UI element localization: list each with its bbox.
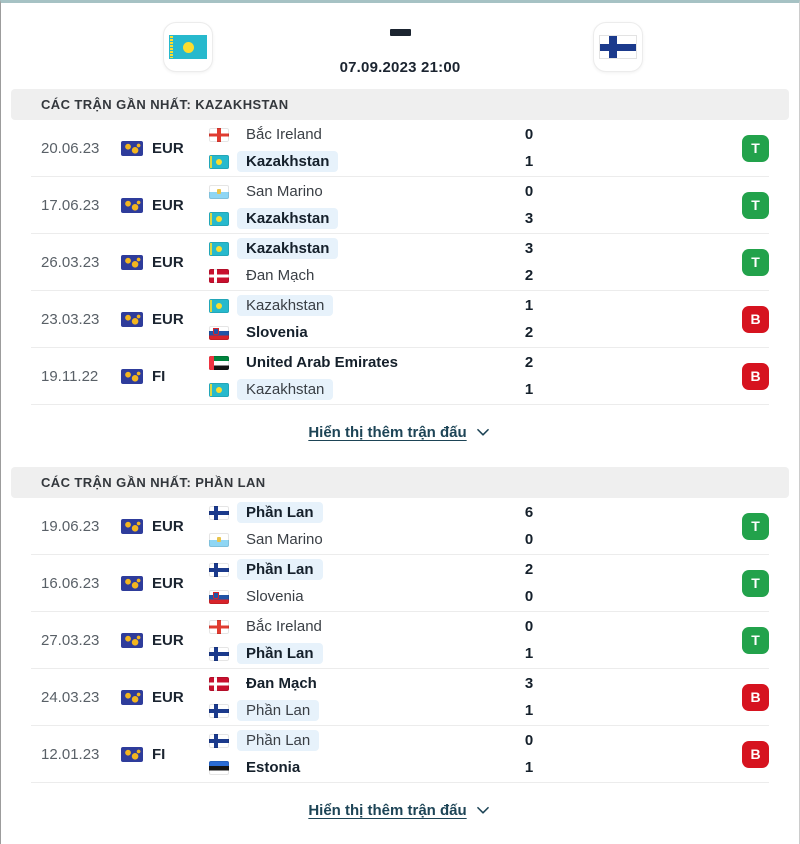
team-name: Kazakhstan	[237, 238, 338, 259]
team-row[interactable]	[209, 499, 723, 526]
world-map-icon	[121, 519, 143, 534]
team-row[interactable]	[209, 697, 723, 724]
team-score: 0	[524, 183, 534, 200]
match-date: 26.03.23	[41, 253, 100, 271]
result-badge: T	[742, 249, 769, 276]
team-name: Phần Lan	[237, 700, 319, 721]
world-map-icon	[121, 576, 143, 591]
competition	[121, 746, 209, 763]
match-header	[1, 3, 799, 89]
san-marino-flag-icon	[209, 533, 229, 547]
team-row[interactable]	[209, 727, 723, 754]
team-name: Phần Lan	[237, 502, 323, 523]
match-date: 19.11.22	[41, 367, 99, 385]
team-name: Phần Lan	[237, 643, 323, 664]
team-name: Slovenia	[246, 324, 308, 341]
teams	[209, 235, 723, 289]
result-cell	[723, 249, 769, 276]
team-row[interactable]	[209, 121, 723, 148]
result-cell	[723, 684, 769, 711]
show-more-row	[1, 405, 799, 459]
team-row[interactable]	[209, 319, 723, 346]
result-cell	[723, 570, 769, 597]
match-row[interactable]	[31, 234, 769, 291]
world-map-icon	[121, 633, 143, 648]
section-title: CÁC TRẬN GẦN NHẤT: KAZAKHSTAN	[11, 89, 789, 120]
team-score: 2	[524, 561, 534, 578]
team-score: 2	[524, 324, 534, 341]
team-name: Kazakhstan	[237, 295, 333, 316]
teams	[209, 292, 723, 346]
match-date: 17.06.23	[41, 196, 100, 214]
team-name: Phần Lan	[237, 730, 319, 751]
result-cell	[723, 192, 769, 219]
section-title: CÁC TRẬN GẦN NHẤT: PHẦN LAN	[11, 467, 789, 498]
team-score: 0	[524, 618, 534, 635]
chevron-down-icon	[474, 423, 492, 441]
uae-flag-icon	[209, 356, 229, 370]
competition-label: EUR	[152, 253, 184, 271]
competition-label: FI	[152, 745, 166, 763]
kazakhstan-flag-icon	[209, 212, 229, 226]
match-meta	[1, 3, 799, 76]
result-cell	[723, 306, 769, 333]
team-score: 1	[524, 153, 534, 170]
team-row[interactable]	[209, 526, 723, 553]
team-row[interactable]	[209, 583, 723, 610]
team-row[interactable]	[209, 178, 723, 205]
world-map-icon	[121, 141, 143, 156]
kazakhstan-flag-icon	[209, 383, 229, 397]
team-name: Kazakhstan	[237, 208, 338, 229]
show-more-row	[1, 783, 799, 837]
team-score: 6	[524, 504, 534, 521]
match-date: 19.06.23	[41, 517, 100, 535]
world-map-icon	[121, 255, 143, 270]
competition	[121, 197, 209, 214]
result-cell	[723, 627, 769, 654]
competition	[121, 575, 209, 592]
teams	[209, 613, 723, 667]
team-name: San Marino	[246, 183, 323, 200]
result-badge: B	[742, 684, 769, 711]
competition-label: EUR	[152, 139, 184, 157]
competition-label: EUR	[152, 688, 184, 706]
match-date: 23.03.23	[41, 310, 100, 328]
team-name: Bắc Ireland	[246, 126, 322, 143]
slovenia-flag-icon	[209, 590, 229, 604]
team-score: 0	[524, 588, 534, 605]
away-team-tile[interactable]	[593, 22, 643, 72]
match-row[interactable]	[31, 177, 769, 234]
finland-flag-icon	[209, 506, 229, 520]
team-name: Đan Mạch	[246, 675, 317, 692]
team-score: 0	[524, 126, 534, 143]
northern-ireland-flag-icon	[209, 620, 229, 634]
teams	[209, 499, 723, 553]
result-badge: T	[742, 135, 769, 162]
vs-dash-icon	[390, 29, 411, 36]
match-date: 27.03.23	[41, 631, 100, 649]
finland-flag-icon	[209, 704, 229, 718]
result-badge: T	[742, 513, 769, 540]
team-score: 1	[524, 297, 534, 314]
show-more-label: Hiển thị thêm trận đấu	[308, 801, 467, 819]
team-row[interactable]	[209, 205, 723, 232]
kazakhstan-flag-icon	[209, 242, 229, 256]
team-score: 3	[524, 210, 534, 227]
denmark-flag-icon	[209, 677, 229, 691]
kazakhstan-flag-icon	[209, 299, 229, 313]
denmark-flag-icon	[209, 269, 229, 283]
team-row[interactable]	[209, 148, 723, 175]
match-row[interactable]	[31, 612, 769, 669]
result-badge: T	[742, 570, 769, 597]
finland-flag-icon	[209, 734, 229, 748]
competition	[121, 140, 209, 157]
match-list	[31, 120, 769, 405]
competition-label: EUR	[152, 196, 184, 214]
recent-matches-section-kazakhstan	[1, 89, 799, 459]
result-cell	[723, 513, 769, 540]
team-name: San Marino	[246, 531, 323, 548]
team-name: Đan Mạch	[246, 267, 315, 284]
team-name: Bắc Ireland	[246, 618, 322, 635]
world-map-icon	[121, 369, 143, 384]
team-row[interactable]	[209, 640, 723, 667]
team-row[interactable]	[209, 556, 723, 583]
team-name: Kazakhstan	[237, 379, 333, 400]
match-date: 16.06.23	[41, 574, 100, 592]
team-row[interactable]	[209, 235, 723, 262]
teams	[209, 178, 723, 232]
teams	[209, 349, 723, 403]
competition-label: EUR	[152, 574, 184, 592]
match-row[interactable]	[31, 291, 769, 348]
match-date: 12.01.23	[41, 745, 100, 763]
team-name: Estonia	[246, 759, 301, 776]
competition	[121, 311, 209, 328]
team-score: 1	[524, 702, 534, 719]
world-map-icon	[121, 690, 143, 705]
show-more-link[interactable]	[308, 801, 491, 819]
kazakhstan-flag-icon	[209, 155, 229, 169]
match-row[interactable]	[31, 669, 769, 726]
team-score: 1	[524, 381, 534, 398]
team-row[interactable]	[209, 262, 723, 289]
show-more-label: Hiển thị thêm trận đấu	[308, 423, 467, 441]
competition	[121, 632, 209, 649]
world-map-icon	[121, 747, 143, 762]
chevron-down-icon	[474, 801, 492, 819]
teams	[209, 670, 723, 724]
result-cell	[723, 135, 769, 162]
teams	[209, 556, 723, 610]
teams	[209, 727, 723, 781]
result-badge: B	[742, 363, 769, 390]
match-list	[31, 498, 769, 783]
team-row[interactable]	[209, 376, 723, 403]
match-date: 24.03.23	[41, 688, 100, 706]
show-more-link[interactable]	[308, 423, 491, 441]
world-map-icon	[121, 198, 143, 213]
team-score: 3	[524, 675, 534, 692]
result-badge: T	[742, 627, 769, 654]
team-row[interactable]	[209, 292, 723, 319]
team-row[interactable]	[209, 754, 723, 781]
team-name: United Arab Emirates	[246, 354, 398, 371]
competition-label: FI	[152, 367, 166, 385]
competition-label: EUR	[152, 310, 184, 328]
competition	[121, 689, 209, 706]
team-name: Phần Lan	[237, 559, 323, 580]
match-row[interactable]	[31, 726, 769, 783]
result-badge: T	[742, 192, 769, 219]
competition-label: EUR	[152, 631, 184, 649]
northern-ireland-flag-icon	[209, 128, 229, 142]
finland-flag-icon	[209, 563, 229, 577]
match-date: 20.06.23	[41, 139, 100, 157]
match-row[interactable]	[31, 555, 769, 612]
result-badge: B	[742, 741, 769, 768]
teams	[209, 121, 723, 175]
team-score: 3	[524, 240, 534, 257]
competition	[121, 518, 209, 535]
finland-flag-icon	[599, 35, 637, 59]
team-name: Slovenia	[246, 588, 304, 605]
team-score: 0	[524, 531, 534, 548]
world-map-icon	[121, 312, 143, 327]
slovenia-flag-icon	[209, 326, 229, 340]
kickoff-datetime: 07.09.2023 21:00	[339, 59, 461, 76]
team-score: 2	[524, 267, 534, 284]
match-row[interactable]	[31, 120, 769, 177]
finland-flag-icon	[209, 647, 229, 661]
competition	[121, 368, 209, 385]
competition	[121, 254, 209, 271]
competition-label: EUR	[152, 517, 184, 535]
result-badge: B	[742, 306, 769, 333]
team-row[interactable]	[209, 349, 723, 376]
team-row[interactable]	[209, 670, 723, 697]
san-marino-flag-icon	[209, 185, 229, 199]
team-name: Kazakhstan	[237, 151, 338, 172]
estonia-flag-icon	[209, 761, 229, 775]
match-row[interactable]	[31, 498, 769, 555]
team-score: 2	[524, 354, 534, 371]
team-score: 1	[524, 645, 534, 662]
match-row[interactable]	[31, 348, 769, 405]
result-cell	[723, 363, 769, 390]
result-cell	[723, 741, 769, 768]
team-score: 1	[524, 759, 534, 776]
team-row[interactable]	[209, 613, 723, 640]
recent-matches-section-finland	[1, 467, 799, 837]
team-score: 0	[524, 732, 534, 749]
